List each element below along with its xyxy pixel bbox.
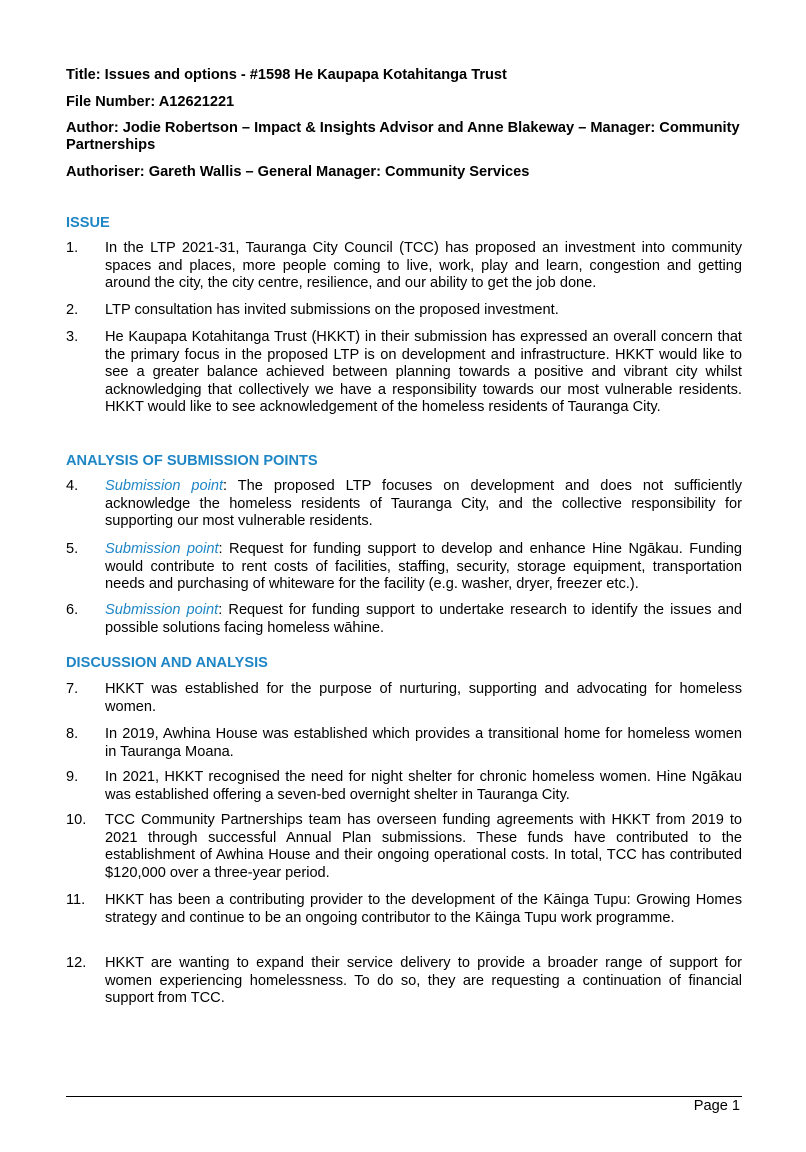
item-text: He Kaupapa Kotahitanga Trust (HKKT) in their submission has expressed an overall concern that the primary focus in the proposed LTP is on development and infrastructure. HKKT would like to see a greater balance achieved between planning towards a positive and vibrant city whilst acknowledging that collectively we have a responsibility towards our most vulnerable residents. HKKT would like to see acknowledgement of the homeless residents of Tauranga City. bbox=[105, 329, 742, 416]
item-text: In 2021, HKKT recognised the need for night shelter for chronic homeless women. Hine Ngākau was established offering a seven-bed overnight shelter in Tauranga City. bbox=[105, 769, 742, 803]
footer-divider bbox=[66, 1096, 742, 1097]
page-number: Page 1 bbox=[693, 1098, 740, 1114]
item-text bbox=[105, 541, 742, 594]
item-text: HKKT was established for the purpose of nurturing, supporting and advocating for homeless women. bbox=[105, 681, 742, 715]
section-heading-analysis: ANALYSIS OF SUBMISSION POINTS bbox=[66, 453, 318, 469]
author-line: Author: Jodie Robertson – Impact & Insights Advisor and Anne Blakeway – Manager: Community Partnerships bbox=[66, 120, 740, 153]
authoriser-value: : Gareth Wallis – General Manager: Community Services bbox=[139, 164, 530, 180]
section-heading-discussion: DISCUSSION AND ANALYSIS bbox=[66, 655, 268, 671]
list-item bbox=[66, 681, 742, 716]
list-item bbox=[66, 955, 742, 1008]
file-number: File Number: A12621221 bbox=[66, 94, 235, 110]
list-item bbox=[66, 812, 742, 882]
item-number: 12. bbox=[66, 955, 87, 971]
list-item bbox=[66, 769, 742, 804]
item-text: In the LTP 2021-31, Tauranga City Council (TCC) has proposed an investment into community spaces and places, more people coming to live, work, play and learn, congestion and getting around the city, the city centre, resilience, and our ability to get the job done. bbox=[105, 240, 742, 292]
list-item bbox=[66, 329, 742, 417]
item-number: 9. bbox=[66, 769, 79, 785]
authoriser-label: Authoriser bbox=[66, 164, 140, 180]
item-text bbox=[105, 478, 742, 531]
item-text: In 2019, Awhina House was established which provides a transitional home for homeless women in Tauranga Moana. bbox=[105, 726, 742, 760]
list-item bbox=[66, 302, 742, 320]
item-text: HKKT are wanting to expand their service delivery to provide a broader range of support for women experiencing homelessness. To do so, they are requesting a continuation of financial support from TCC. bbox=[105, 955, 742, 1007]
submission-point-label: Submission point bbox=[105, 478, 224, 494]
item-number: 3. bbox=[66, 329, 79, 345]
item-number: 6. bbox=[66, 602, 79, 618]
item-number: 1. bbox=[66, 240, 79, 256]
item-number: 5. bbox=[66, 541, 79, 557]
item-number: 4. bbox=[66, 478, 79, 494]
item-number: 7. bbox=[66, 681, 79, 697]
item-text bbox=[105, 602, 742, 637]
submission-point-label: Submission point bbox=[105, 541, 219, 557]
document-title: Title: Issues and options - #1598 He Kaupapa Kotahitanga Trust bbox=[66, 67, 507, 83]
list-item bbox=[66, 541, 742, 594]
section-heading-issue: ISSUE bbox=[66, 215, 110, 231]
submission-point-text: : Request for funding support to undertake research to identify the issues and possible solutions facing homeless wāhine. bbox=[105, 602, 742, 636]
item-number: 11. bbox=[66, 892, 86, 908]
list-item bbox=[66, 240, 742, 293]
item-text: HKKT has been a contributing provider to the development of the Kāinga Tupu: Growing Homes strategy and continue to be an ongoing contributor to the Kāinga Tupu work programme. bbox=[105, 892, 742, 926]
list-item bbox=[66, 726, 742, 761]
authoriser-line bbox=[66, 164, 742, 181]
item-text: TCC Community Partnerships team has overseen funding agreements with HKKT from 2019 to 2021 through successful Annual Plan submissions. These funds have contributed to the establishment of Awhina House and their ongoing operational costs. In total, TCC has contributed $120,000 over a three-year period. bbox=[105, 812, 742, 881]
submission-point-text: : Request for funding support to develop and enhance Hine Ngākau. Funding would contribute to rent costs of facilities, staffing, security, storage equipment, transportation needs and purchasing of whiteware for the facility (e.g. washer, dryer, freezer etc.). bbox=[105, 541, 742, 593]
item-text: LTP consultation has invited submissions on the proposed investment. bbox=[105, 302, 559, 318]
list-item bbox=[66, 602, 742, 637]
list-item bbox=[66, 478, 742, 531]
submission-point-text: : The proposed LTP focuses on development and does not sufficiently acknowledge the homeless residents of Tauranga City, and the collective responsibility for supporting our most vulnerable residents. bbox=[105, 478, 742, 530]
item-number: 8. bbox=[66, 726, 79, 742]
item-number: 10. bbox=[66, 812, 87, 828]
item-number: 2. bbox=[66, 302, 79, 318]
list-item bbox=[66, 892, 742, 927]
submission-point-label: Submission point bbox=[105, 602, 219, 618]
